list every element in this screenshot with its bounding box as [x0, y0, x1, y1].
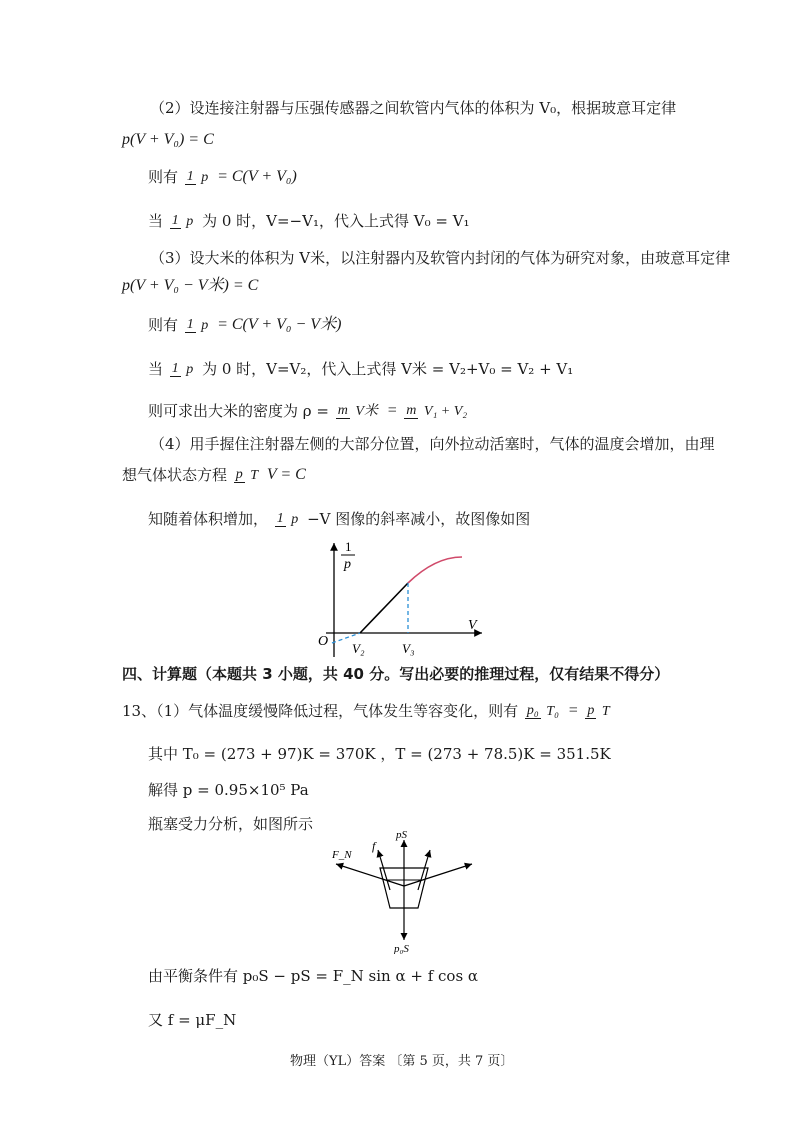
fn-arrow-left [336, 864, 404, 886]
y-label-den: p [344, 557, 351, 572]
q13-balance: 由平衡条件有 p₀S − pS = F_N sin α + f cos α [148, 967, 479, 985]
part3-when-line [148, 358, 573, 379]
page-footer: 物理（YL）答案 〔第 5 页，共 7 页〕 [290, 1054, 514, 1069]
fn-arrow-right [404, 864, 472, 886]
part2-when-line [148, 210, 470, 231]
part3-eq2-rhs: = C(V + V₀ − V米) [217, 316, 342, 333]
q13-f1-num: p₀ [526, 703, 539, 718]
q13-f1-den: T₀ [546, 703, 559, 719]
part2-inv-den: p [201, 169, 209, 185]
part4-line2-suffix: V = C [266, 466, 306, 483]
part4-line3-prefix: 知随着体积增加， [148, 510, 269, 528]
density-2-den: V₁ + V₂ [423, 403, 468, 419]
part2-eq1: p(V + V₀) = C [122, 131, 214, 148]
part4-inv-p-fraction [275, 511, 301, 527]
q13-solve: 解得 p = 0.95×10⁵ Pa [148, 781, 309, 799]
part2-when-fraction [170, 213, 196, 229]
part3-intro: （3）设大米的体积为 V米，以注射器内及软管内封闭的气体为研究对象，由玻意耳定律 [150, 249, 731, 267]
origin-label: O [318, 634, 329, 649]
part3-density-line [148, 400, 471, 421]
ps-label: pS [396, 829, 407, 841]
part4-line1: （4）用手握住注射器左侧的大部分位置，向外拉动活塞时，气体的温度会增加，由理 [150, 435, 715, 453]
v3-label: V₃ [402, 641, 415, 656]
part3-eq2 [148, 314, 341, 335]
part4-line2-prefix: 想气体状态方程 [122, 466, 228, 484]
linear-segment [360, 583, 408, 633]
part4-line3 [148, 508, 530, 529]
part2-when-num: 1 [171, 213, 179, 228]
part4-line3-suffix: −V 图像的斜率减小，故图像如图 [307, 510, 531, 528]
part2-intro: （2）设连接注射器与压强传感器之间软管内气体的体积为 V₀，根据玻意耳定律 [150, 99, 677, 117]
part2-eq2-rhs: = C(V + V₀) [217, 168, 297, 185]
density-2-num: m [406, 403, 417, 418]
q13-fraction-1 [525, 703, 561, 719]
density-1-den: V米 [355, 403, 378, 419]
stopper-force-diagram [330, 828, 480, 954]
part4-inv-num: 1 [276, 511, 284, 526]
q13-friction: 又 f = μF_N [148, 1011, 237, 1029]
part4-inv-den: p [291, 511, 299, 527]
density-fraction-1 [336, 403, 380, 419]
part3-when-num: 1 [171, 361, 179, 376]
q13-force-analysis: 瓶塞受力分析，如图所示 [148, 815, 314, 833]
part3-when-den: p [186, 361, 194, 377]
f-label: f [372, 839, 376, 853]
q13-eq-sign: = [567, 702, 579, 719]
part2-inv-num: 1 [186, 169, 194, 184]
density-fraction-2 [404, 403, 469, 419]
pt-num: p [235, 467, 243, 482]
y-label-num: 1 [345, 539, 352, 554]
part3-inv-den: p [201, 317, 209, 333]
q13-f2-den: T [601, 703, 610, 719]
part3-then-label: 则有 [148, 316, 179, 334]
v2-label: V₂ [352, 641, 365, 656]
q13-temps: 其中 T₀ = (273 + 97)K = 370K ，T = (273 + 78.5)K = 351.5K [148, 745, 611, 763]
part3-when-label: 当 [148, 360, 164, 378]
q13-line1-prefix: 13、（1）气体温度缓慢降低过程，气体发生等容变化，则有 [122, 702, 519, 720]
part2-when-label: 当 [148, 212, 164, 230]
curved-segment [408, 557, 462, 583]
q13-fraction-2 [585, 703, 611, 719]
part4-line2 [122, 464, 306, 485]
q13-line1 [122, 700, 614, 721]
part2-when-den: p [186, 213, 194, 229]
part3-eq1: p(V + V₀ − V米) = C [122, 277, 259, 294]
part3-density-label: 则可求出大米的密度为 ρ = [148, 402, 329, 420]
part2-inv-p-fraction [185, 169, 211, 185]
part3-when-rest: 为 0 时，V=V₂，代入上式得 V米 = V₂+V₀ = V₂ + V₁ [202, 360, 574, 378]
section4-heading: 四、计算题（本题共 3 小题，共 40 分。写出必要的推理过程，仅有结果不得分） [122, 665, 670, 683]
part2-when-rest: 为 0 时，V=−V₁，代入上式得 V₀ = V₁ [202, 212, 470, 230]
part3-inv-num: 1 [186, 317, 194, 332]
inverse-p-vs-v-graph [310, 535, 490, 660]
pt-den: T [250, 467, 259, 483]
part3-inv-p-fraction [185, 317, 211, 333]
fn-label: F_N [332, 849, 352, 861]
density-1-num: m [337, 403, 348, 418]
q13-f2-num: p [587, 703, 595, 718]
p0s-label: p₀S [394, 943, 409, 954]
p-over-t-fraction [234, 467, 260, 483]
part3-when-fraction [170, 361, 196, 377]
part2-then-label: 则有 [148, 168, 179, 186]
x-label: V [468, 618, 477, 633]
part2-eq2 [148, 166, 297, 187]
density-eq-sign: = [386, 402, 398, 419]
